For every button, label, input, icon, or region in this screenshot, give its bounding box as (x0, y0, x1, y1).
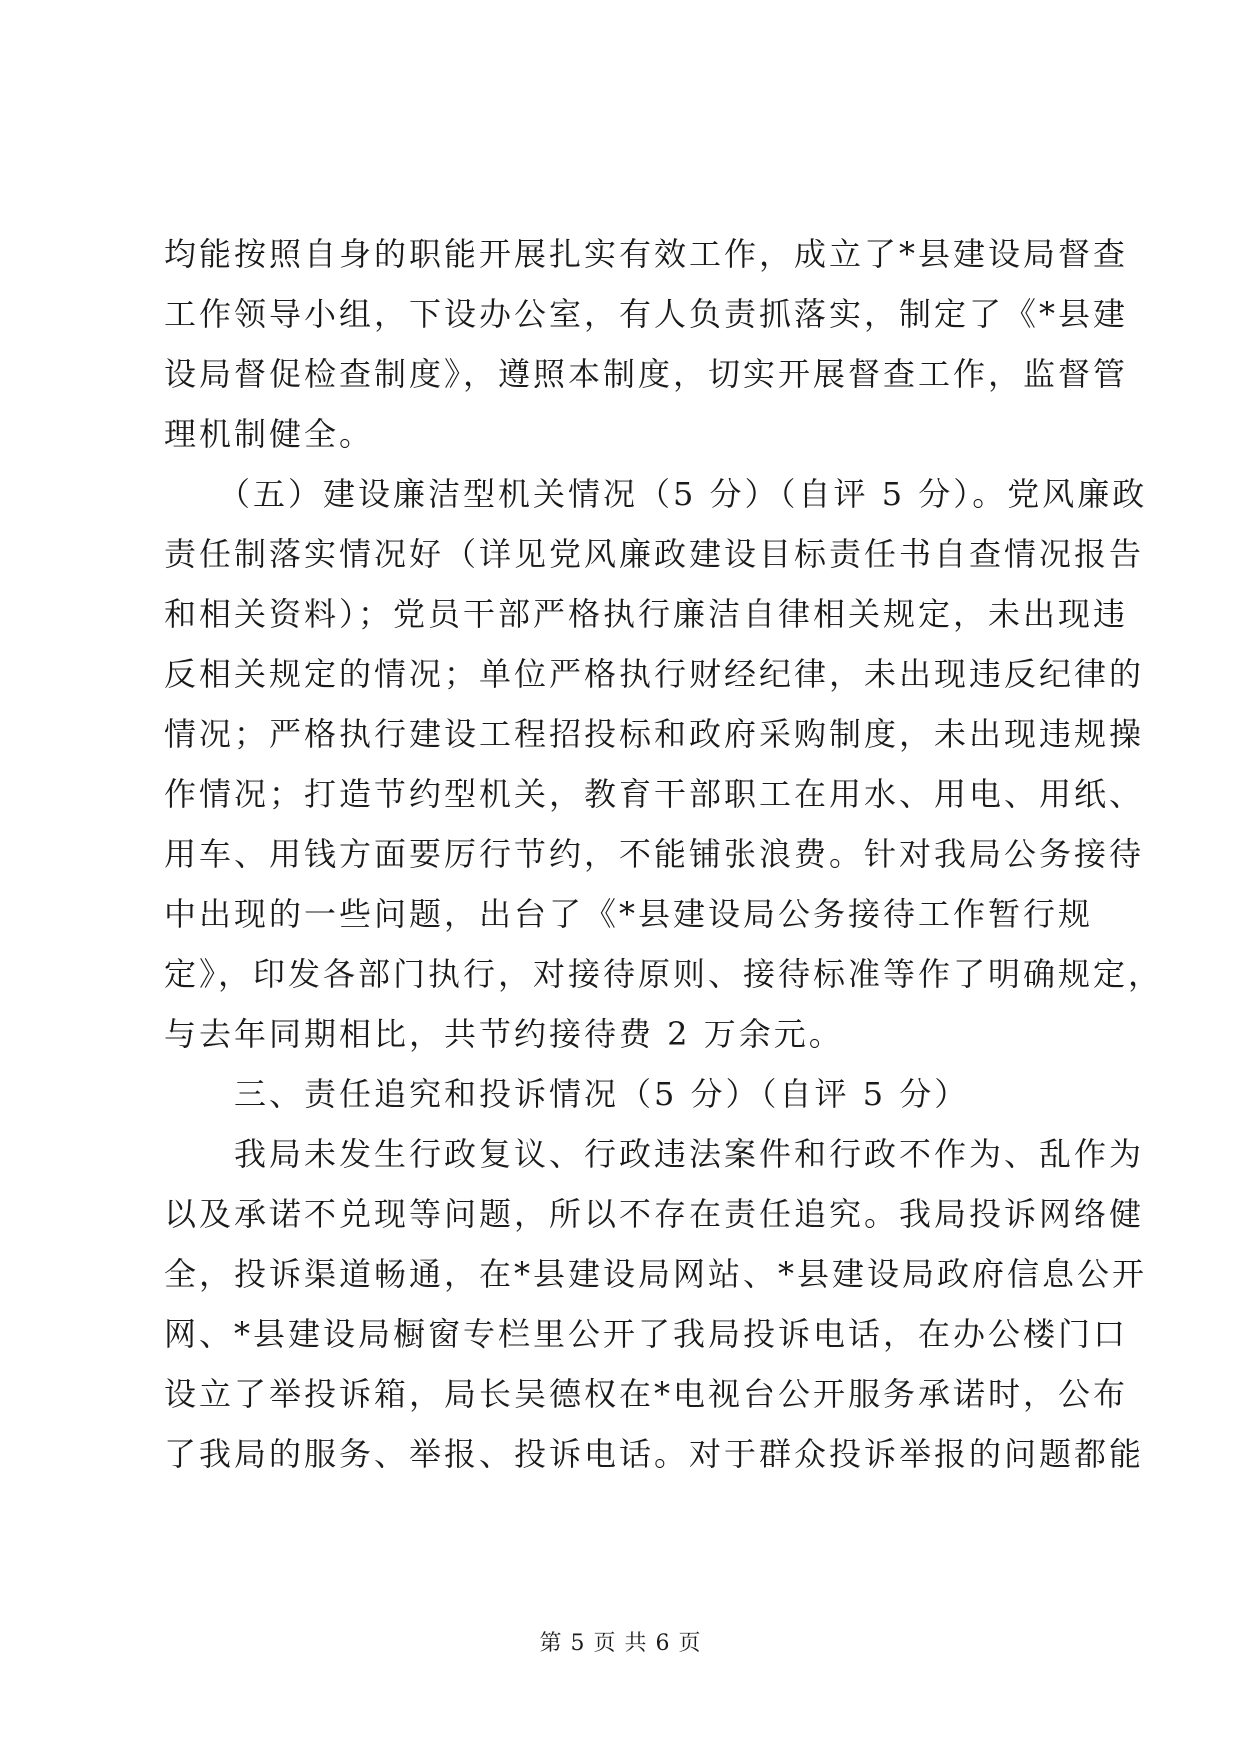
text-line: 用车、用钱方面要厉行节约，不能铺张浪费。针对我局公务接待 (164, 835, 1145, 873)
text-line: 定》，印发各部门执行，对接待原则、接待标准等作了明确规定， (164, 955, 1164, 993)
text-line: 网、*县建设局橱窗专栏里公开了我局投诉电话，在办公楼门口 (164, 1315, 1129, 1353)
text-line: 设立了举投诉箱，局长吴德权在*电视台公开服务承诺时，公布 (164, 1375, 1129, 1413)
text-line: 三、责任追究和投诉情况（5 分）（自评 5 分） (164, 1075, 970, 1113)
text-line: 与去年同期相比，共节约接待费 2 万余元。 (164, 1015, 844, 1053)
page-footer (0, 1626, 1241, 1657)
text-line: 工作领导小组，下设办公室，有人负责抓落实，制定了《*县建 (164, 295, 1129, 333)
text-line: 责任制落实情况好（详见党风廉政建设目标责任书自查情况报告 (164, 535, 1145, 573)
text-line: 和相关资料）；党员干部严格执行廉洁自律相关规定，未出现违 (164, 595, 1129, 633)
text-line: 设局督促检查制度》，遵照本制度，切实开展督查工作，监督管 (164, 355, 1129, 393)
page-number-label: 第 5 页 共 6 页 (539, 1631, 702, 1656)
text-line: 全，投诉渠道畅通，在*县建设局网站、*县建设局政府信息公开 (164, 1255, 1148, 1293)
text-line: 了我局的服务、举报、投诉电话。对于群众投诉举报的问题都能 (164, 1435, 1145, 1473)
text-line: 均能按照自身的职能开展扎实有效工作，成立了*县建设局督查 (164, 235, 1129, 273)
document-body (164, 224, 1164, 1484)
text-line: 理机制健全。 (164, 415, 375, 453)
text-line: 我局未发生行政复议、行政违法案件和行政不作为、乱作为 (164, 1135, 1145, 1173)
text-line: 以及承诺不兑现等问题，所以不存在责任追究。我局投诉网络健 (164, 1195, 1145, 1233)
text-line: 作情况；打造节约型机关，教育干部职工在用水、用电、用纸、 (164, 775, 1145, 813)
text-line: 情况；严格执行建设工程招投标和政府采购制度，未出现违规操 (164, 715, 1145, 753)
text-line: 反相关规定的情况；单位严格执行财经纪律，未出现违反纪律的 (164, 655, 1145, 693)
text-line: （五）建设廉洁型机关情况（5 分）（自评 5 分）。党风廉政 (164, 475, 1148, 513)
text-line: 中出现的一些问题，出台了《*县建设局公务接待工作暂行规 (164, 895, 1094, 933)
